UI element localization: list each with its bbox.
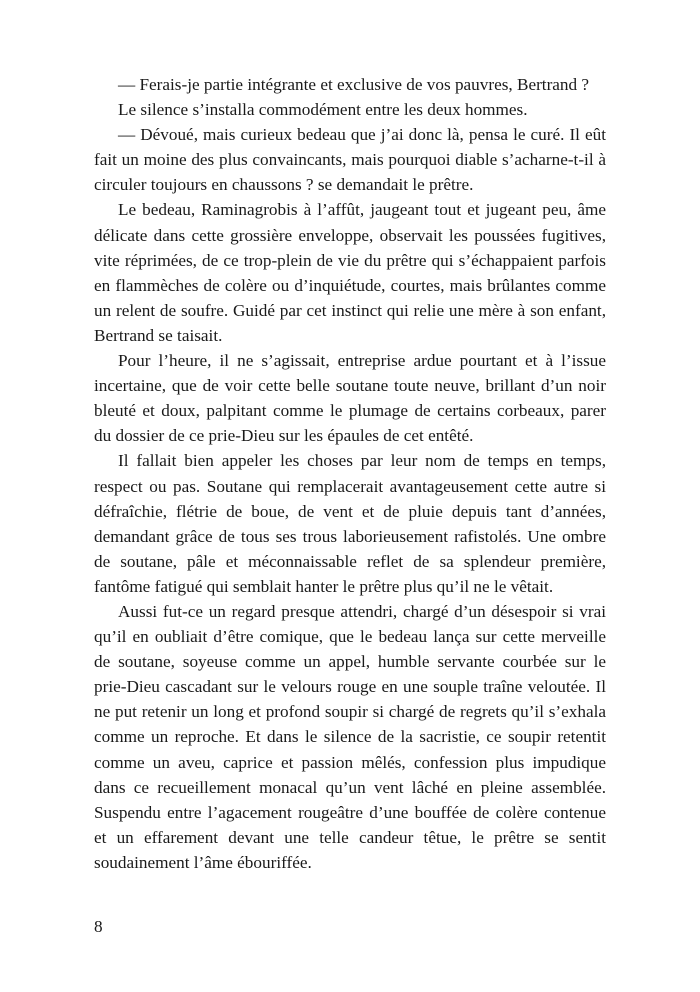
page-number: 8 xyxy=(94,917,103,936)
paragraph: Le bedeau, Raminagrobis à l’affût, jaugeant tout et jugeant peu, âme délicate dans cette grossière enveloppe, observait les poussées fugitives, vite réprimées, de ce trop-plein de vie du prêtre qui s’échappaient parfois en flammèches de colère ou d’inquiétude, courtes, mais brûlantes comme un relent de soufre. Guidé par cet instinct qui relie une mère à son enfant, Bertrand se taisait. xyxy=(94,200,606,345)
paragraph: Aussi fut-ce un regard presque attendri, chargé d’un désespoir si vrai qu’il en oubliait d’être comique, que le bedeau lança sur cette merveille de soutane, soyeuse comme un appel, humble servante courbée sur le prie-Dieu cascadant sur le velours rouge en une souple traîne veloutée. Il ne put retenir un long et profond soupir si chargé de regrets qu’il s’exhala comme un reproche. Et dans le silence de la sacristie, ce soupir retentit comme un aveu, caprice et passion mêlés, confession plus impudique dans ce recueillement monacal qu’un vent lâché en pleine assemblée. Suspendu entre l’agacement rougeâtre d’une bouffée de colère contenue et un effarement devant une telle candeur têtue, le prêtre se sentit soudainement l’âme ébouriffée. xyxy=(94,601,606,872)
paragraph: Le silence s’installa commodément entre les deux hommes. xyxy=(118,100,528,120)
paragraph: Pour l’heure, il ne s’agissait, entreprise ardue pourtant et à l’issue incertaine, que de voir cette belle soutane toute neuve, brillant d’un noir bleuté et doux, palpitant comme le plumage de certains corbeaux, parer du dossier de ce prie-Dieu sur les épaules de cet entêté. xyxy=(94,351,606,446)
body-text xyxy=(94,72,606,875)
paragraph: — Ferais-je partie intégrante et exclusive de vos pauvres, Bertrand ? xyxy=(118,75,590,94)
paragraph: — Dévoué, mais curieux bedeau que j’ai donc là, pensa le curé. Il eût fait un moine des plus convaincants, mais pourquoi diable s’acharne-t-il à circuler toujours en chaussons ? se demandait le prêtre. xyxy=(94,125,606,195)
paragraph: Il fallait bien appeler les choses par leur nom de temps en temps, respect ou pas. Soutane qui remplacerait avantageusement cette autre si défraîchie, flétrie de boue, de vent et de pluie depuis tant d’années, demandant grâce de tous ses trous laborieusement rafistolés. Une ombre de soutane, pâle et méconnaissable reflet de sa splendeur première, fantôme fatigué qui semblait hanter le prêtre plus qu’il ne le vêtait. xyxy=(94,451,606,596)
